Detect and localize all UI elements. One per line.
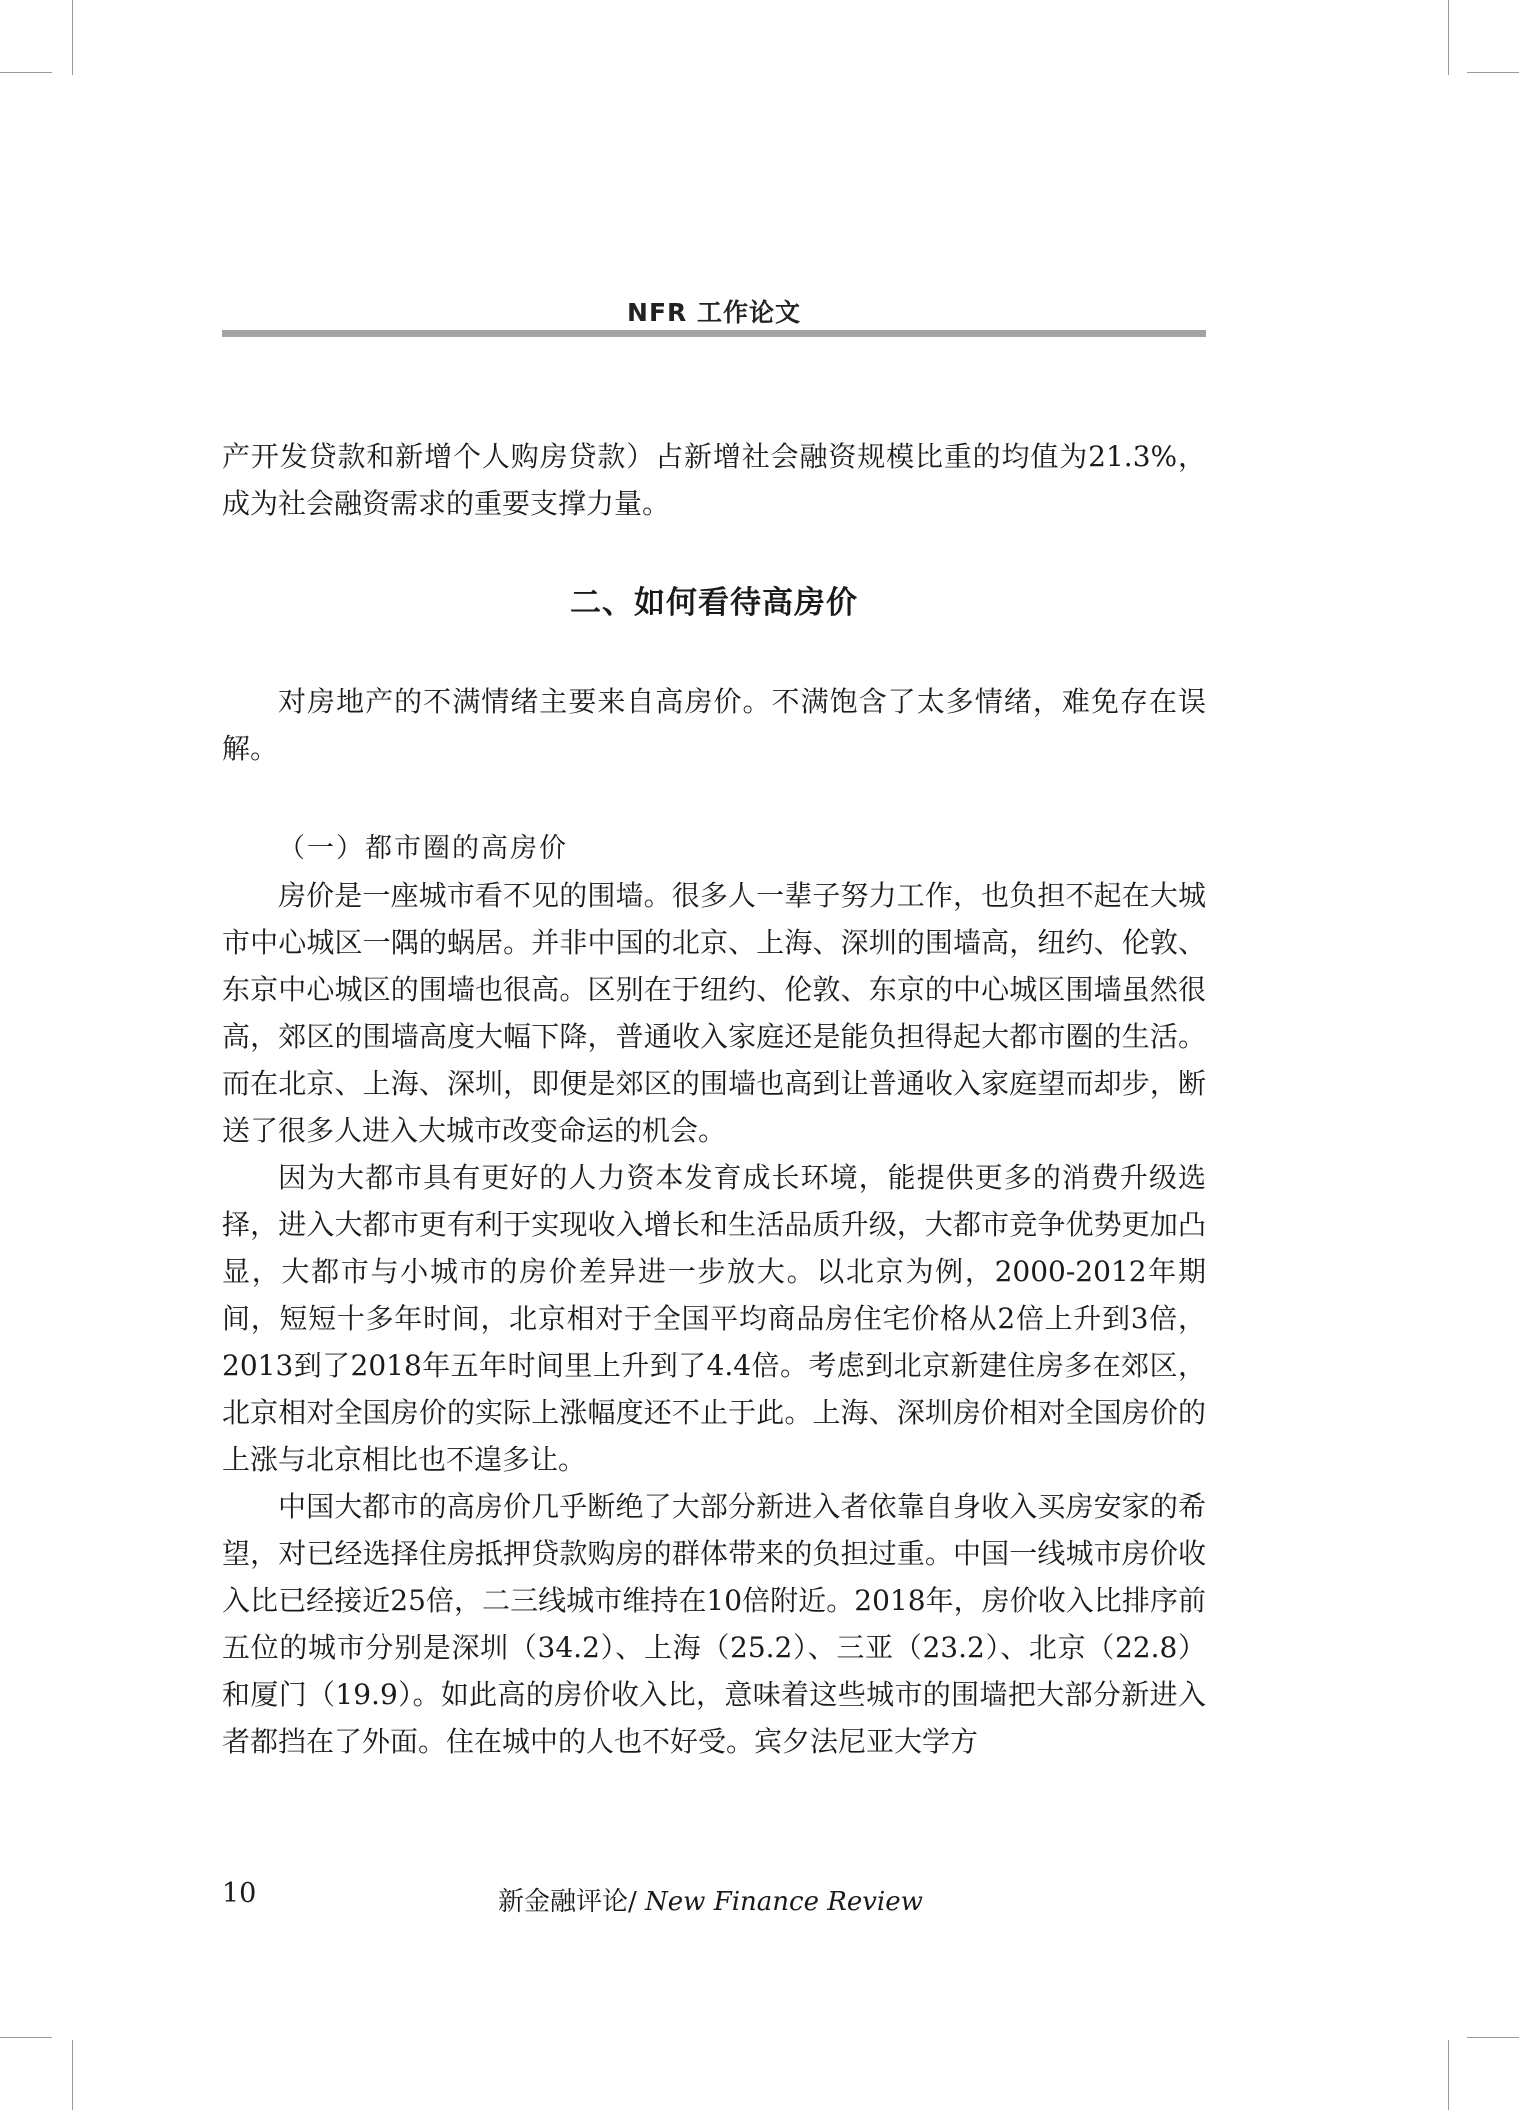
paragraph: 房价是一座城市看不见的围墙。很多人一辈子努力工作，也负担不起在大城市中心城区一隅的蜗居。并非中国的北京、上海、深圳的围墙高，纽约、伦敦、东京中心城区的围墙也很高。区别在于纽约、伦敦、东京的中心城区围墙虽然很高，郊区的围墙高度大幅下降，普通收入家庭还是能负担得起大都市圈的生活。而在北京、上海、深圳，即便是郊区的围墙也高到让普通收入家庭望而却步，断送了很多人进入大城市改变命运的机会。 [222, 879, 1206, 1147]
crop-mark [0, 2037, 52, 2038]
crop-mark [1448, 0, 1449, 75]
paragraph: 中国大都市的高房价几乎断绝了大部分新进入者依靠自身收入买房安家的希望，对已经选择住房抵押贷款购房的群体带来的负担过重。中国一线城市房价收入比已经接近25倍，二三线城市维持在10倍附近。2018年，房价收入比排序前五位的城市分别是深圳（34.2）、上海（25.2）、三亚（23.2）、北京（22.8）和厦门（19.9）。如此高的房价收入比，意味着这些城市的围墙把大部分新进入者都挡在了外面。住在城中的人也不好受。宾夕法尼亚大学方 [222, 1490, 1206, 1758]
header-rule [222, 330, 1206, 337]
section-title: 二、如何看待高房价 [570, 585, 858, 621]
crop-mark [72, 0, 73, 75]
paragraph: 产开发贷款和新增个人购房贷款）占新增社会融资规模比重的均值为21.3%，成为社会融资需求的重要支撑力量。 [222, 440, 1206, 520]
continuation-text [222, 433, 1206, 527]
crop-mark [72, 2040, 73, 2110]
intro-block [222, 678, 1206, 772]
crop-mark [1448, 2040, 1449, 2110]
paragraph: 对房地产的不满情绪主要来自高房价。不满饱含了太多情绪，难免存在误解。 [222, 685, 1206, 765]
journal-name-cn: 新金融评论 [498, 1887, 629, 1917]
journal-separator: / [628, 1887, 637, 1917]
running-head: NFR 工作论文 [627, 298, 801, 327]
journal-name-en: New Finance Review [645, 1887, 923, 1917]
crop-mark [0, 72, 52, 73]
paragraph: 因为大都市具有更好的人力资本发育成长环境，能提供更多的消费升级选择，进入大都市更有利于实现收入增长和生活品质升级，大都市竞争优势更加凸显，大都市与小城市的房价差异进一步放大。以北京为例，2000-2012年期间，短短十多年时间，北京相对于全国平均商品房住宅价格从2倍上升到3倍，2013到了2018年五年时间里上升到了4.4倍。考虑到北京新建住房多在郊区，北京相对全国房价的实际上涨幅度还不止于此。上海、深圳房价相对全国房价的上涨与北京相比也不遑多让。 [222, 1161, 1206, 1476]
page-number: 10 [222, 1878, 257, 1909]
subsection-block [222, 825, 1206, 1765]
journal-footer [498, 1881, 923, 1918]
subsection-heading: （一）都市圈的高房价 [278, 833, 568, 864]
crop-mark [1467, 72, 1519, 73]
crop-mark [1467, 2037, 1519, 2038]
